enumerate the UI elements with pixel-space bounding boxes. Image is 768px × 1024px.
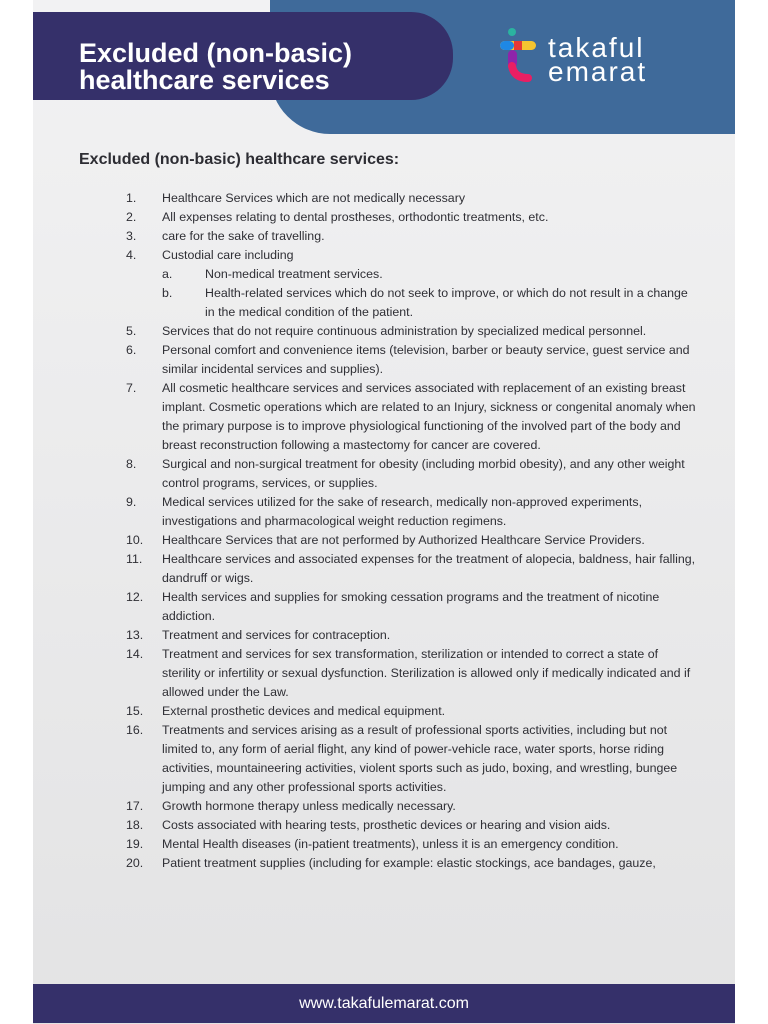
list-item-number: 20. (126, 856, 144, 870)
list-item-text: All expenses relating to dental prostheses, orthodontic treatments, etc. (162, 210, 549, 224)
page-title (79, 40, 439, 94)
list-item-text: All cosmetic healthcare services and services associated with replacement of an existing breast implant. Cosmetic operations which are related to an Injury, sickness or congenital anomaly when the primary purpose is to improve physiological functioning of the involved part of the body and breast reconstruction following a mastectomy for cancer are covered. (162, 381, 696, 452)
list-item-text: Custodial care including (162, 248, 294, 262)
list-item (119, 702, 699, 721)
list-item (119, 379, 699, 455)
list-item-number: 4. (126, 248, 137, 262)
list-item (119, 626, 699, 645)
list-item-number: 7. (126, 381, 137, 395)
list-item (119, 721, 699, 797)
page-title-line-2: healthcare services (79, 65, 330, 95)
logo-wordmark (548, 32, 648, 87)
list-item (119, 854, 699, 873)
list-item (119, 322, 699, 341)
list-item-number: 12. (126, 590, 144, 604)
list-item (119, 835, 699, 854)
list-item-text: Costs associated with hearing tests, prosthetic devices or hearing and vision aids. (162, 818, 611, 832)
header-title-banner (33, 12, 453, 100)
footer-website-url: www.takafulemarat.com (299, 994, 469, 1012)
sub-list-item-letter: b. (162, 286, 173, 300)
list-item (119, 816, 699, 835)
list-item-number: 2. (126, 210, 137, 224)
list-item-text: Patient treatment supplies (including for example: elastic stockings, ace bandages, gauze, (162, 856, 656, 870)
list-item-text: Healthcare services and associated expenses for the treatment of alopecia, baldness, hair falling, dandruff or wigs. (162, 552, 696, 585)
list-item-number: 3. (126, 229, 137, 243)
list-item-text: care for the sake of travelling. (162, 229, 325, 243)
list-item-number: 18. (126, 818, 144, 832)
list-item (119, 189, 699, 208)
footer-bar (33, 984, 735, 1023)
list-item-text: Treatment and services for sex transformation, sterilization or intended to correct a state of sterility or infertility or sexual dysfunction. Sterilization is allowed only if medically indicated and if allowed under the Law. (162, 647, 691, 699)
exclusion-list (119, 189, 699, 873)
list-item-text: Mental Health diseases (in-patient treatments), unless it is an emergency condition. (162, 837, 619, 851)
list-item-text: Healthcare Services that are not performed by Authorized Healthcare Service Providers. (162, 533, 645, 547)
list-item-number: 10. (126, 533, 144, 547)
document-page (33, 0, 735, 1024)
takaful-emarat-logo (498, 26, 718, 88)
list-item-number: 17. (126, 799, 144, 813)
sub-list (162, 265, 699, 322)
list-item-number: 6. (126, 343, 137, 357)
list-item (119, 246, 699, 322)
list-item-number: 5. (126, 324, 137, 338)
sub-list-item (162, 265, 699, 284)
sub-list-item-letter: a. (162, 267, 173, 281)
list-item (119, 455, 699, 493)
list-item-text: Health services and supplies for smoking cessation programs and the treatment of nicotine addiction. (162, 590, 660, 623)
list-item-number: 19. (126, 837, 144, 851)
list-item-number: 9. (126, 495, 137, 509)
list-item (119, 341, 699, 379)
list-item (119, 797, 699, 816)
section-heading: Excluded (non-basic) healthcare services: (79, 151, 400, 168)
list-item-number: 15. (126, 704, 144, 718)
list-item (119, 645, 699, 702)
list-item-number: 11. (126, 552, 143, 566)
list-item (119, 550, 699, 588)
list-item-number: 16. (126, 723, 144, 737)
page-title-line-1: Excluded (non-basic) (79, 38, 353, 68)
list-item-text: Healthcare Services which are not medically necessary (162, 191, 466, 205)
logo-wordmark-line-2: emarat (548, 56, 648, 87)
sub-list-item-text: Health-related services which do not seek to improve, or which do not result in a change in the medical condition of the patient. (205, 286, 688, 319)
list-item-number: 1. (126, 191, 137, 205)
list-item-number: 14. (126, 647, 144, 661)
list-item-text: Treatments and services arising as a result of professional sports activities, including but not limited to, any form of aerial flight, any kind of power-vehicle race, water sports, horse riding activities, mountaineering activities, violent sports such as judo, boxing, and wrestling, bungee jumping and any other professional sports activities. (162, 723, 678, 794)
list-item-text: Personal comfort and convenience items (television, barber or beauty service, guest service and similar incidental services and supplies). (162, 343, 690, 376)
list-item (119, 227, 699, 246)
list-item-text: Surgical and non-surgical treatment for obesity (including morbid obesity), and any other weight control programs, services, or supplies. (162, 457, 685, 490)
list-item-number: 13. (126, 628, 144, 642)
list-item-text: Growth hormone therapy unless medically necessary. (162, 799, 456, 813)
list-item-text: Medical services utilized for the sake of research, medically non-approved experiments, investigations and pharmacological weight reduction regimens. (162, 495, 643, 528)
sub-list-item (162, 284, 699, 322)
list-item-number: 8. (126, 457, 137, 471)
logo-wordmark-line-1: takaful (548, 32, 645, 63)
list-item (119, 208, 699, 227)
sub-list-item-text: Non-medical treatment services. (205, 267, 383, 281)
list-item-text: Services that do not require continuous administration by specialized medical personnel. (162, 324, 647, 338)
list-item-text: Treatment and services for contraception. (162, 628, 391, 642)
logo-mark-icon (498, 26, 544, 88)
list-item (119, 493, 699, 531)
list-item-text: External prosthetic devices and medical equipment. (162, 704, 446, 718)
list-item (119, 588, 699, 626)
list-item (119, 531, 699, 550)
